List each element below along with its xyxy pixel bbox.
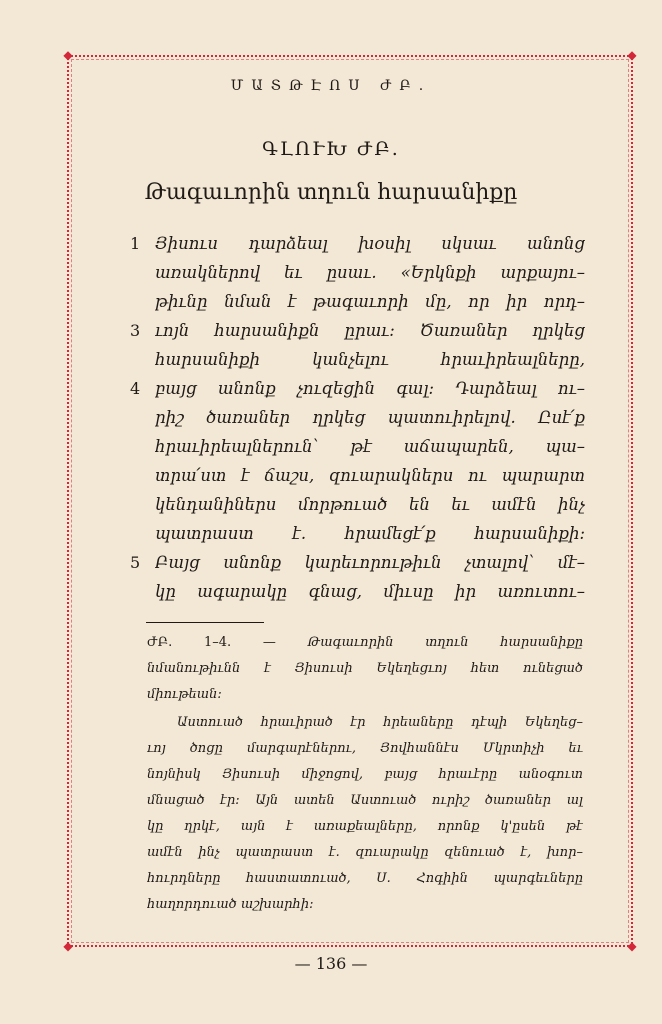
verse-number: 1 <box>130 234 141 253</box>
note-heading: Թագաւորին տղուն հարսանիքը <box>307 635 583 650</box>
verse-line: առակներով եւ ըսաւ. «Երկնքի արքայու– <box>155 263 585 282</box>
border-corner-ornament: ◆ <box>627 48 637 62</box>
commentary-line <box>147 630 583 656</box>
note-dash: — <box>262 635 276 650</box>
footnote-rule <box>146 622 264 623</box>
section-title: Թագաւորին տղուն հարսանիքը <box>144 180 518 205</box>
commentary-line: մնացած էր: Այն ատեն Աստուած ուրիշ ծառաներ ալ <box>147 793 583 808</box>
verse-line: Բայց անոնք կարեւորութիւն չտալով՝ մէ– <box>155 553 585 572</box>
verse-line: թիւնը նման է թագաւորի մը, որ իր որդ– <box>155 292 585 311</box>
verse-line: պատրաստ է. հրամեցէ՛ք հարսանիքի: <box>155 524 585 543</box>
border-corner-ornament: ◆ <box>63 939 73 953</box>
border-corner-ornament: ◆ <box>63 48 73 62</box>
verse-line: Յիսուս դարձեալ խօսիլ սկսաւ անոնց <box>155 234 585 253</box>
verse-line: տրա՛ստ է ճաշս, զուարակներս ու պարարտ <box>155 466 585 485</box>
commentary-line: ւոյ ծոցը մարգարէներու, Յովհաննէս Մկրտիչի եւ <box>147 741 583 756</box>
verse-line: հրաւիրեալներուն՝ թէ աճապարեն, պա– <box>155 437 585 456</box>
commentary-line: ամէն ինչ պատրաստ է. զուարակը զենուած է, խոր– <box>147 845 583 860</box>
verse-line: կը ագարակը գնաց, միւսը իր առուտու– <box>155 582 585 601</box>
verse-number: 3 <box>130 321 141 340</box>
verse-line: ւոյն հարսանիքն ըրաւ: Ծառաներ ղրկեց <box>155 321 585 340</box>
verse-line: րիշ ծառաներ ղրկեց պատուիրելով. Ըսէ՛ք <box>155 408 585 427</box>
verse-number: 5 <box>130 553 141 572</box>
commentary-line: հաղորդուած աշխարհի: <box>147 897 314 912</box>
note-reference: ԺԲ. 1–4. <box>147 635 232 650</box>
commentary-line: նմանութիւնն է Յիսուսի Եկեղեցւոյ հետ ունեցած <box>147 661 583 676</box>
commentary-line: Աստուած հրաւիրած էր հրեաները դէպի Եկեղեց– <box>177 715 583 730</box>
page-number: — 136 — <box>294 954 368 973</box>
commentary-line: միութեան: <box>147 687 222 702</box>
verse-line: բայց անոնք չուզեցին գալ: Դարձեալ ու– <box>155 379 585 398</box>
verse-line: հարսանիքի կանչելու հրաւիրեալները, <box>155 350 585 369</box>
chapter-heading: ԳԼՈՒԽ ԺԲ. <box>262 138 400 160</box>
commentary-line: հուրդները հաստատուած, Ս. Հոգիին պարգեւները <box>147 871 583 886</box>
verse-number: 4 <box>130 379 141 398</box>
running-head: ՄԱՏԹԷՈՍ ԺԲ. <box>230 78 432 94</box>
commentary-line: նոյնիսկ Յիսուսի միջոցով, բայց հրաւէրը անօգուտ <box>147 767 583 782</box>
border-corner-ornament: ◆ <box>627 939 637 953</box>
commentary-line: կը ղրկէ, այն է առաքեալները, որոնք կ'ըսեն թէ <box>147 819 583 834</box>
verse-line: կենդանիներս մորթուած են եւ ամէն ինչ <box>155 495 585 514</box>
